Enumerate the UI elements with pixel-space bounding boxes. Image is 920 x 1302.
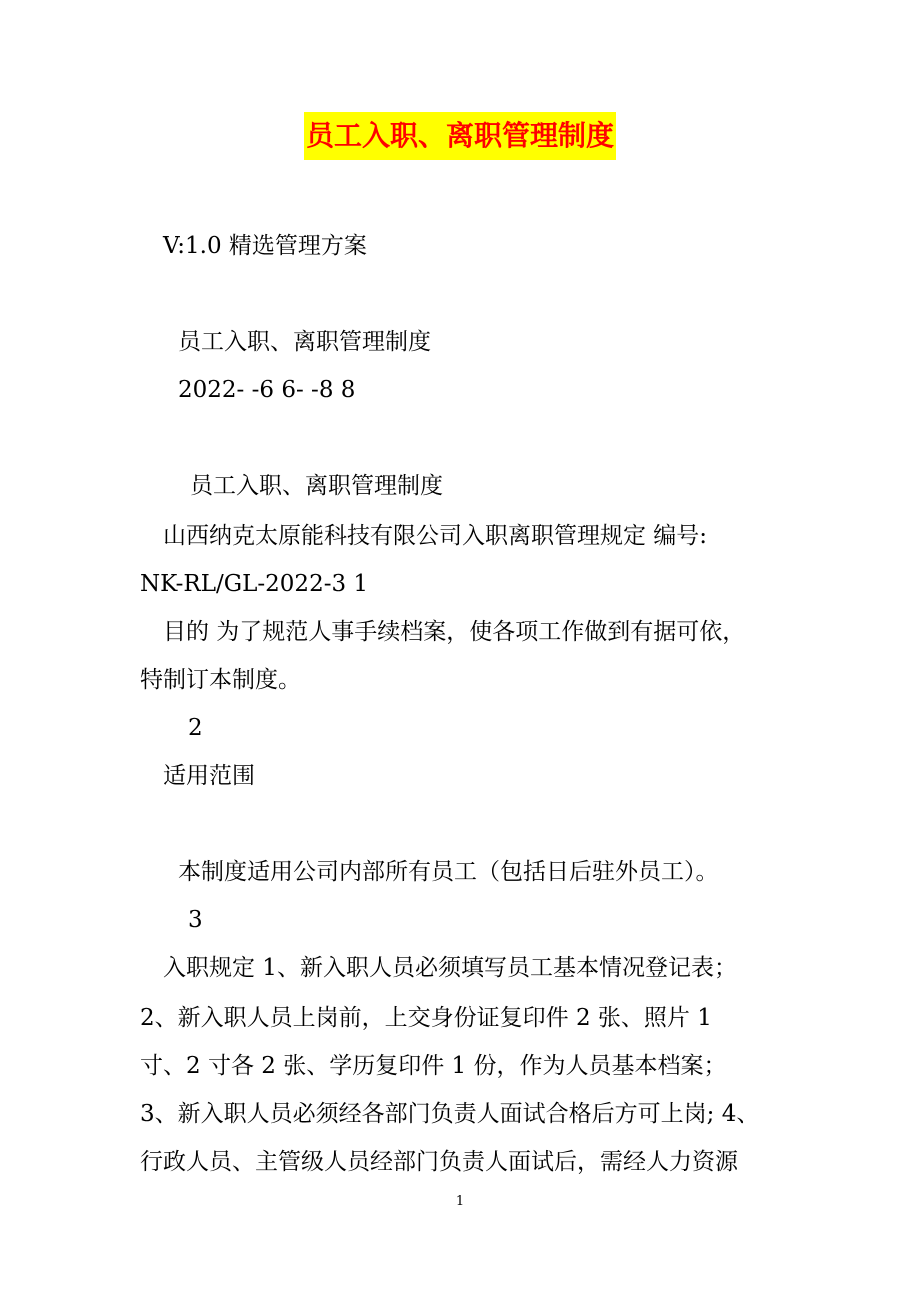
document-code: NK-RL/GL-2022-3 1 [140,571,369,597]
purpose-line-1: 目的 为了规范人事手续档案，使各项工作做到有据可依， [163,619,746,645]
version-line: V:1.0 精选管理方案 [163,233,367,259]
document-title: 员工入职、离职管理制度 [304,112,616,160]
scope-text: 本制度适用公司内部所有员工（包括日后驻外员工）。 [178,859,719,885]
section-2-number: 2 [188,715,203,741]
rules-line-5: 行政人员、主管级人员经部门负责人面试后，需经人力资源 [140,1149,738,1175]
section-heading: 员工入职、离职管理制度 [190,473,443,499]
rules-line-1: 入职规定 1、新入职人员必须填写员工基本情况登记表； [163,955,737,981]
rules-line-3: 寸、2 寸各 2 张、学历复印件 1 份，作为人员基本档案； [140,1053,727,1079]
rules-line-2: 2、新入职人员上岗前，上交身份证复印件 2 张、照片 1 [140,1005,712,1031]
document-title-wrap [0,112,920,164]
date-line: 2022- -6 6- -8 8 [178,377,356,403]
subtitle: 员工入职、离职管理制度 [178,329,431,355]
company-line: 山西纳克太原能科技有限公司入职离职管理规定 编号: [163,523,708,549]
purpose-line-2: 特制订本制度。 [140,667,301,693]
rules-line-4: 3、新入职人员必须经各部门负责人面试合格后方可上岗; 4、 [140,1101,760,1127]
section-3-number: 3 [188,907,203,933]
page-number: 1 [455,1194,465,1209]
section-2-title: 适用范围 [163,763,255,789]
